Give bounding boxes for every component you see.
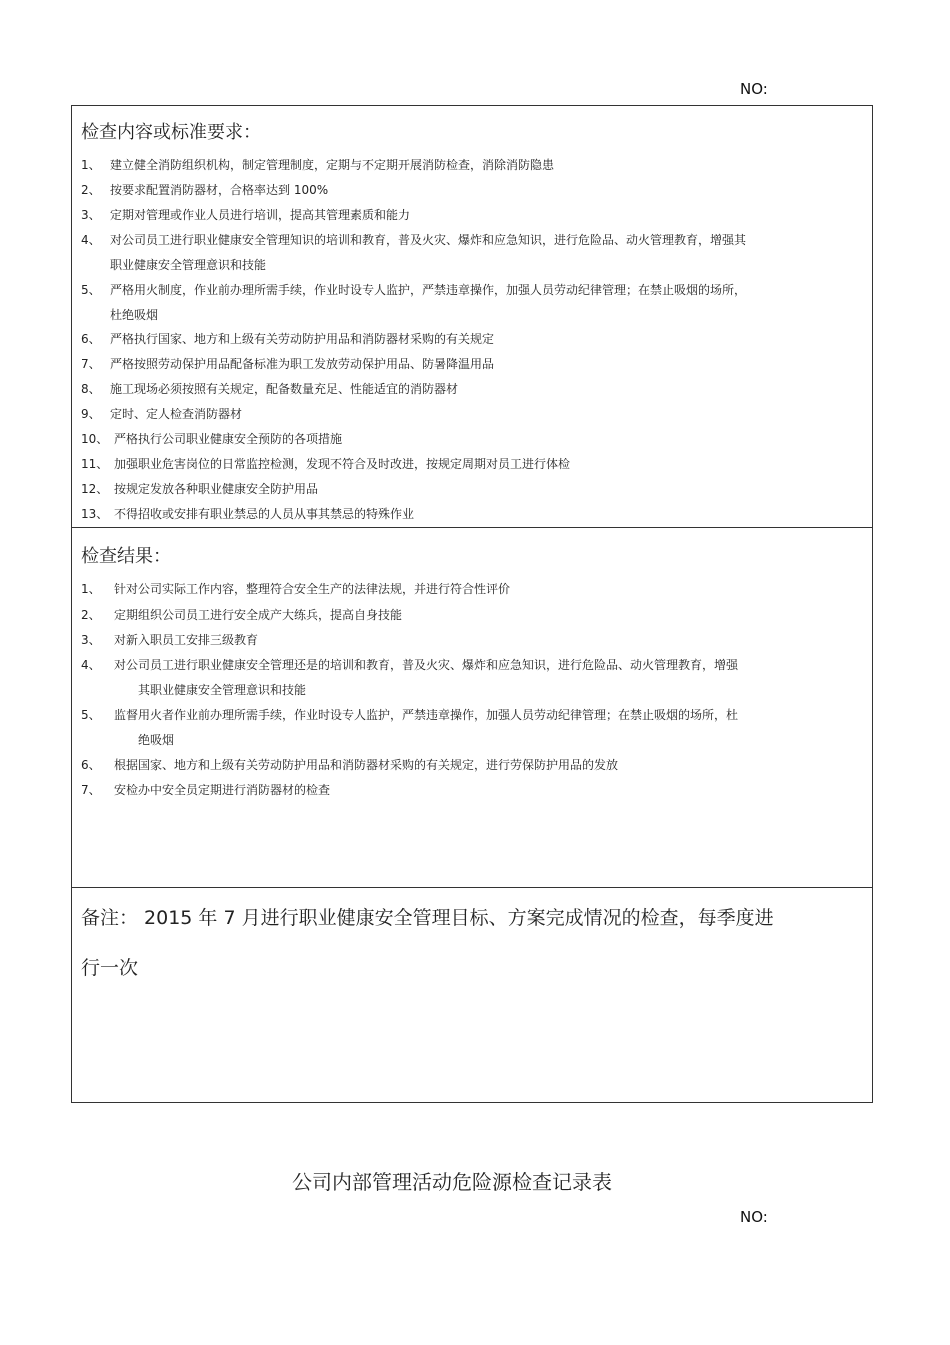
item-text-line-1: 严格执行国家、地方和上级有关劳动防护用品和消防器材采购的有关规定 <box>110 332 495 346</box>
item-number: 11、 <box>81 457 109 471</box>
item-number: 7、 <box>81 357 101 371</box>
item-text-line-1: 严格按照劳动保护用品配备标准为职工发放劳动保护用品、防暑降温用品 <box>110 357 495 371</box>
item-text-line-1: 定时、定人检查消防器材 <box>110 407 243 421</box>
item-text-line-2: 杜绝吸烟 <box>110 308 159 322</box>
remarks-line-2: 行一次 <box>81 957 139 979</box>
item-number: 3、 <box>81 633 101 647</box>
item-number: 4、 <box>81 658 101 672</box>
remarks-line-1: 备注： 2015 年 7 月进行职业健康安全管理目标、方案完成情况的检查，每季度进 <box>81 907 774 929</box>
item-text-line-1: 根据国家、地方和上级有关劳动防护用品和消防器材采购的有关规定，进行劳保防护用品的发放 <box>114 758 619 772</box>
item-text-line-1: 按规定发放各种职业健康安全防护用品 <box>114 482 319 496</box>
item-text-line-1: 加强职业危害岗位的日常监控检测，发现不符合及时改进，按规定周期对员工进行体检 <box>114 457 571 471</box>
item-text-line-1: 安检办中安全员定期进行消防器材的检查 <box>114 783 331 797</box>
item-text-line-2: 职业健康安全管理意识和技能 <box>110 258 267 272</box>
item-text-line-1: 建立健全消防组织机构，制定管理制度，定期与不定期开展消防检查，消除消防隐患 <box>110 158 555 172</box>
results-section <box>71 527 873 887</box>
item-text-line-1: 对新入职员工安排三级教育 <box>114 633 259 647</box>
item-number: 10、 <box>81 432 109 446</box>
standards-title: 检查内容或标准要求： <box>81 122 261 143</box>
item-number: 9、 <box>81 407 101 421</box>
item-number: 12、 <box>81 482 109 496</box>
item-number: 4、 <box>81 233 101 247</box>
item-number: 3、 <box>81 208 101 222</box>
item-number: 2、 <box>81 183 101 197</box>
footer-number-label: NO: <box>740 1208 768 1226</box>
item-text-line-1: 严格用火制度，作业前办理所需手续，作业时设专人监护，严禁违章操作，加强人员劳动纪律管理；在禁止吸烟的场所， <box>110 283 747 297</box>
item-text-line-1: 针对公司实际工作内容，整理符合安全生产的法律法规，并进行符合性评价 <box>114 582 511 596</box>
item-text-line-1: 严格执行公司职业健康安全预防的各项措施 <box>114 432 343 446</box>
item-text-line-2: 绝吸烟 <box>138 733 175 747</box>
item-number: 8、 <box>81 382 101 396</box>
item-number: 1、 <box>81 582 101 596</box>
next-form-title: 公司内部管理活动危险源检查记录表 <box>292 1170 612 1194</box>
item-text-line-1: 对公司员工进行职业健康安全管理还是的培训和教育，普及火灾、爆炸和应急知识，进行危险品、动火管理教育，增强 <box>114 658 739 672</box>
item-text-line-1: 施工现场必须按照有关规定，配备数量充足、性能适宜的消防器材 <box>110 382 459 396</box>
remarks-section <box>71 887 873 1103</box>
item-text-line-1: 监督用火者作业前办理所需手续，作业时设专人监护，严禁违章操作，加强人员劳动纪律管理；在禁止吸烟的场所，杜 <box>114 708 739 722</box>
item-number: 6、 <box>81 332 101 346</box>
item-number: 6、 <box>81 758 101 772</box>
item-number: 2、 <box>81 608 101 622</box>
item-text-line-1: 定期组织公司员工进行安全成产大练兵，提高自身技能 <box>114 608 403 622</box>
item-number: 7、 <box>81 783 101 797</box>
item-text-line-1: 按要求配置消防器材，合格率达到 100% <box>110 183 329 197</box>
item-number: 13、 <box>81 507 109 521</box>
item-number: 1、 <box>81 158 101 172</box>
item-number: 5、 <box>81 708 101 722</box>
item-text-line-1: 定期对管理或作业人员进行培训，提高其管理素质和能力 <box>110 208 411 222</box>
header-number-label: NO: <box>740 80 768 98</box>
item-text-line-2: 其职业健康安全管理意识和技能 <box>138 683 307 697</box>
item-text-line-1: 对公司员工进行职业健康安全管理知识的培训和教育，普及火灾、爆炸和应急知识，进行危险品、动火管理教育，增强其 <box>110 233 747 247</box>
results-title: 检查结果： <box>81 546 171 567</box>
standards-section <box>71 105 873 527</box>
item-number: 5、 <box>81 283 101 297</box>
item-text-line-1: 不得招收或安排有职业禁忌的人员从事其禁忌的特殊作业 <box>114 507 415 521</box>
